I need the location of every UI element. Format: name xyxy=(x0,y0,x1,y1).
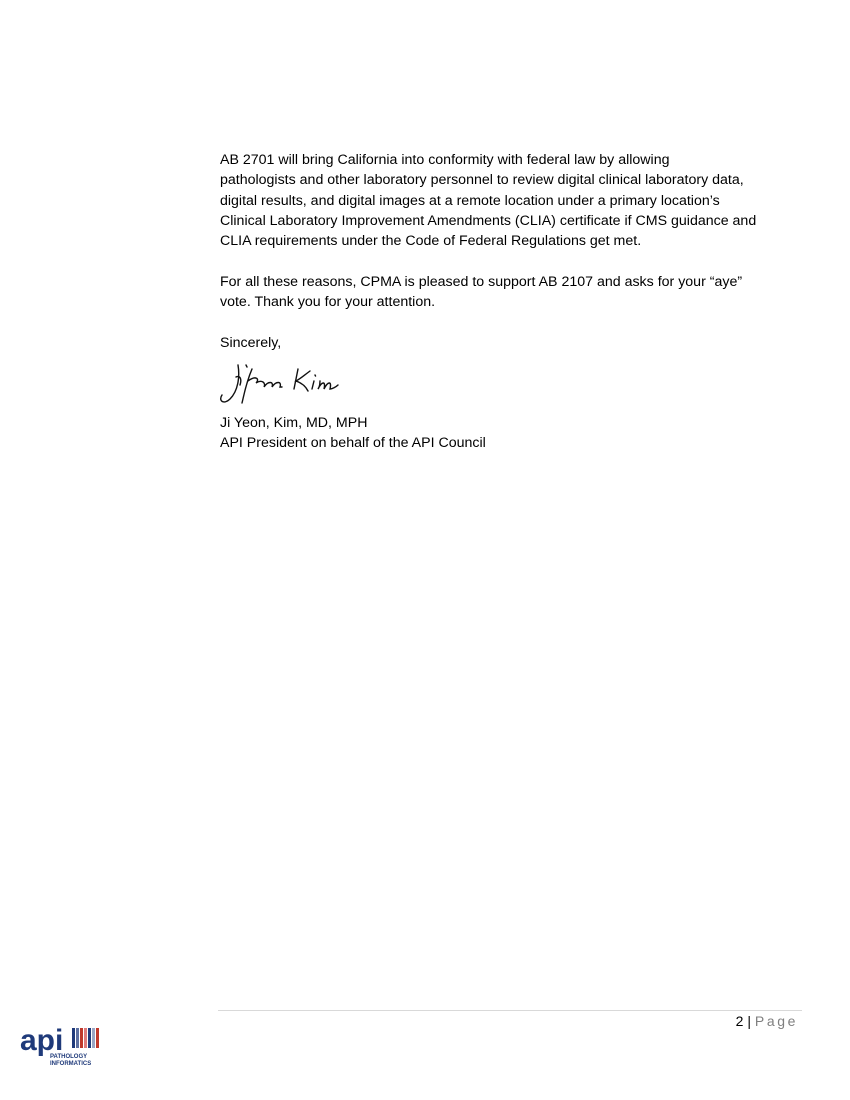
letter-body xyxy=(220,150,810,454)
logo-wordmark: api xyxy=(20,1024,64,1057)
signatory-title: API President on behalf of the API Council xyxy=(220,435,486,452)
page-number-label: Page xyxy=(754,1013,798,1029)
body-paragraph-1: AB 2701 will bring California into conformity with federal law by allowing pathologists and other laboratory personnel to review digital clinical laboratory data, digital results, and digital images at a remote location under a primary location’s Clinical Laboratory Improvement Amendments (CLIA) certificate if CMS guidance and CLIA requirements under the Code of Federal Regulations get met. xyxy=(220,152,757,250)
handwritten-signature xyxy=(216,359,356,409)
api-logo xyxy=(20,1022,100,1068)
page-number-value: 2 xyxy=(735,1013,744,1029)
page-number-separator: | xyxy=(747,1013,751,1029)
footer-divider xyxy=(218,1010,802,1011)
logo-line-1: PATHOLOGY xyxy=(50,1054,88,1060)
page-number xyxy=(736,1013,798,1029)
body-paragraph-2: For all these reasons, CPMA is pleased to support AB 2107 and asks for your “aye” vote. Thank you for your attention. xyxy=(220,273,743,311)
signatory-name: Ji Yeon, Kim, MD, MPH xyxy=(220,414,368,431)
closing-salutation: Sincerely, xyxy=(220,334,282,351)
logo-line-2: INFORMATICS xyxy=(50,1061,92,1067)
logo-bars xyxy=(72,1028,99,1048)
